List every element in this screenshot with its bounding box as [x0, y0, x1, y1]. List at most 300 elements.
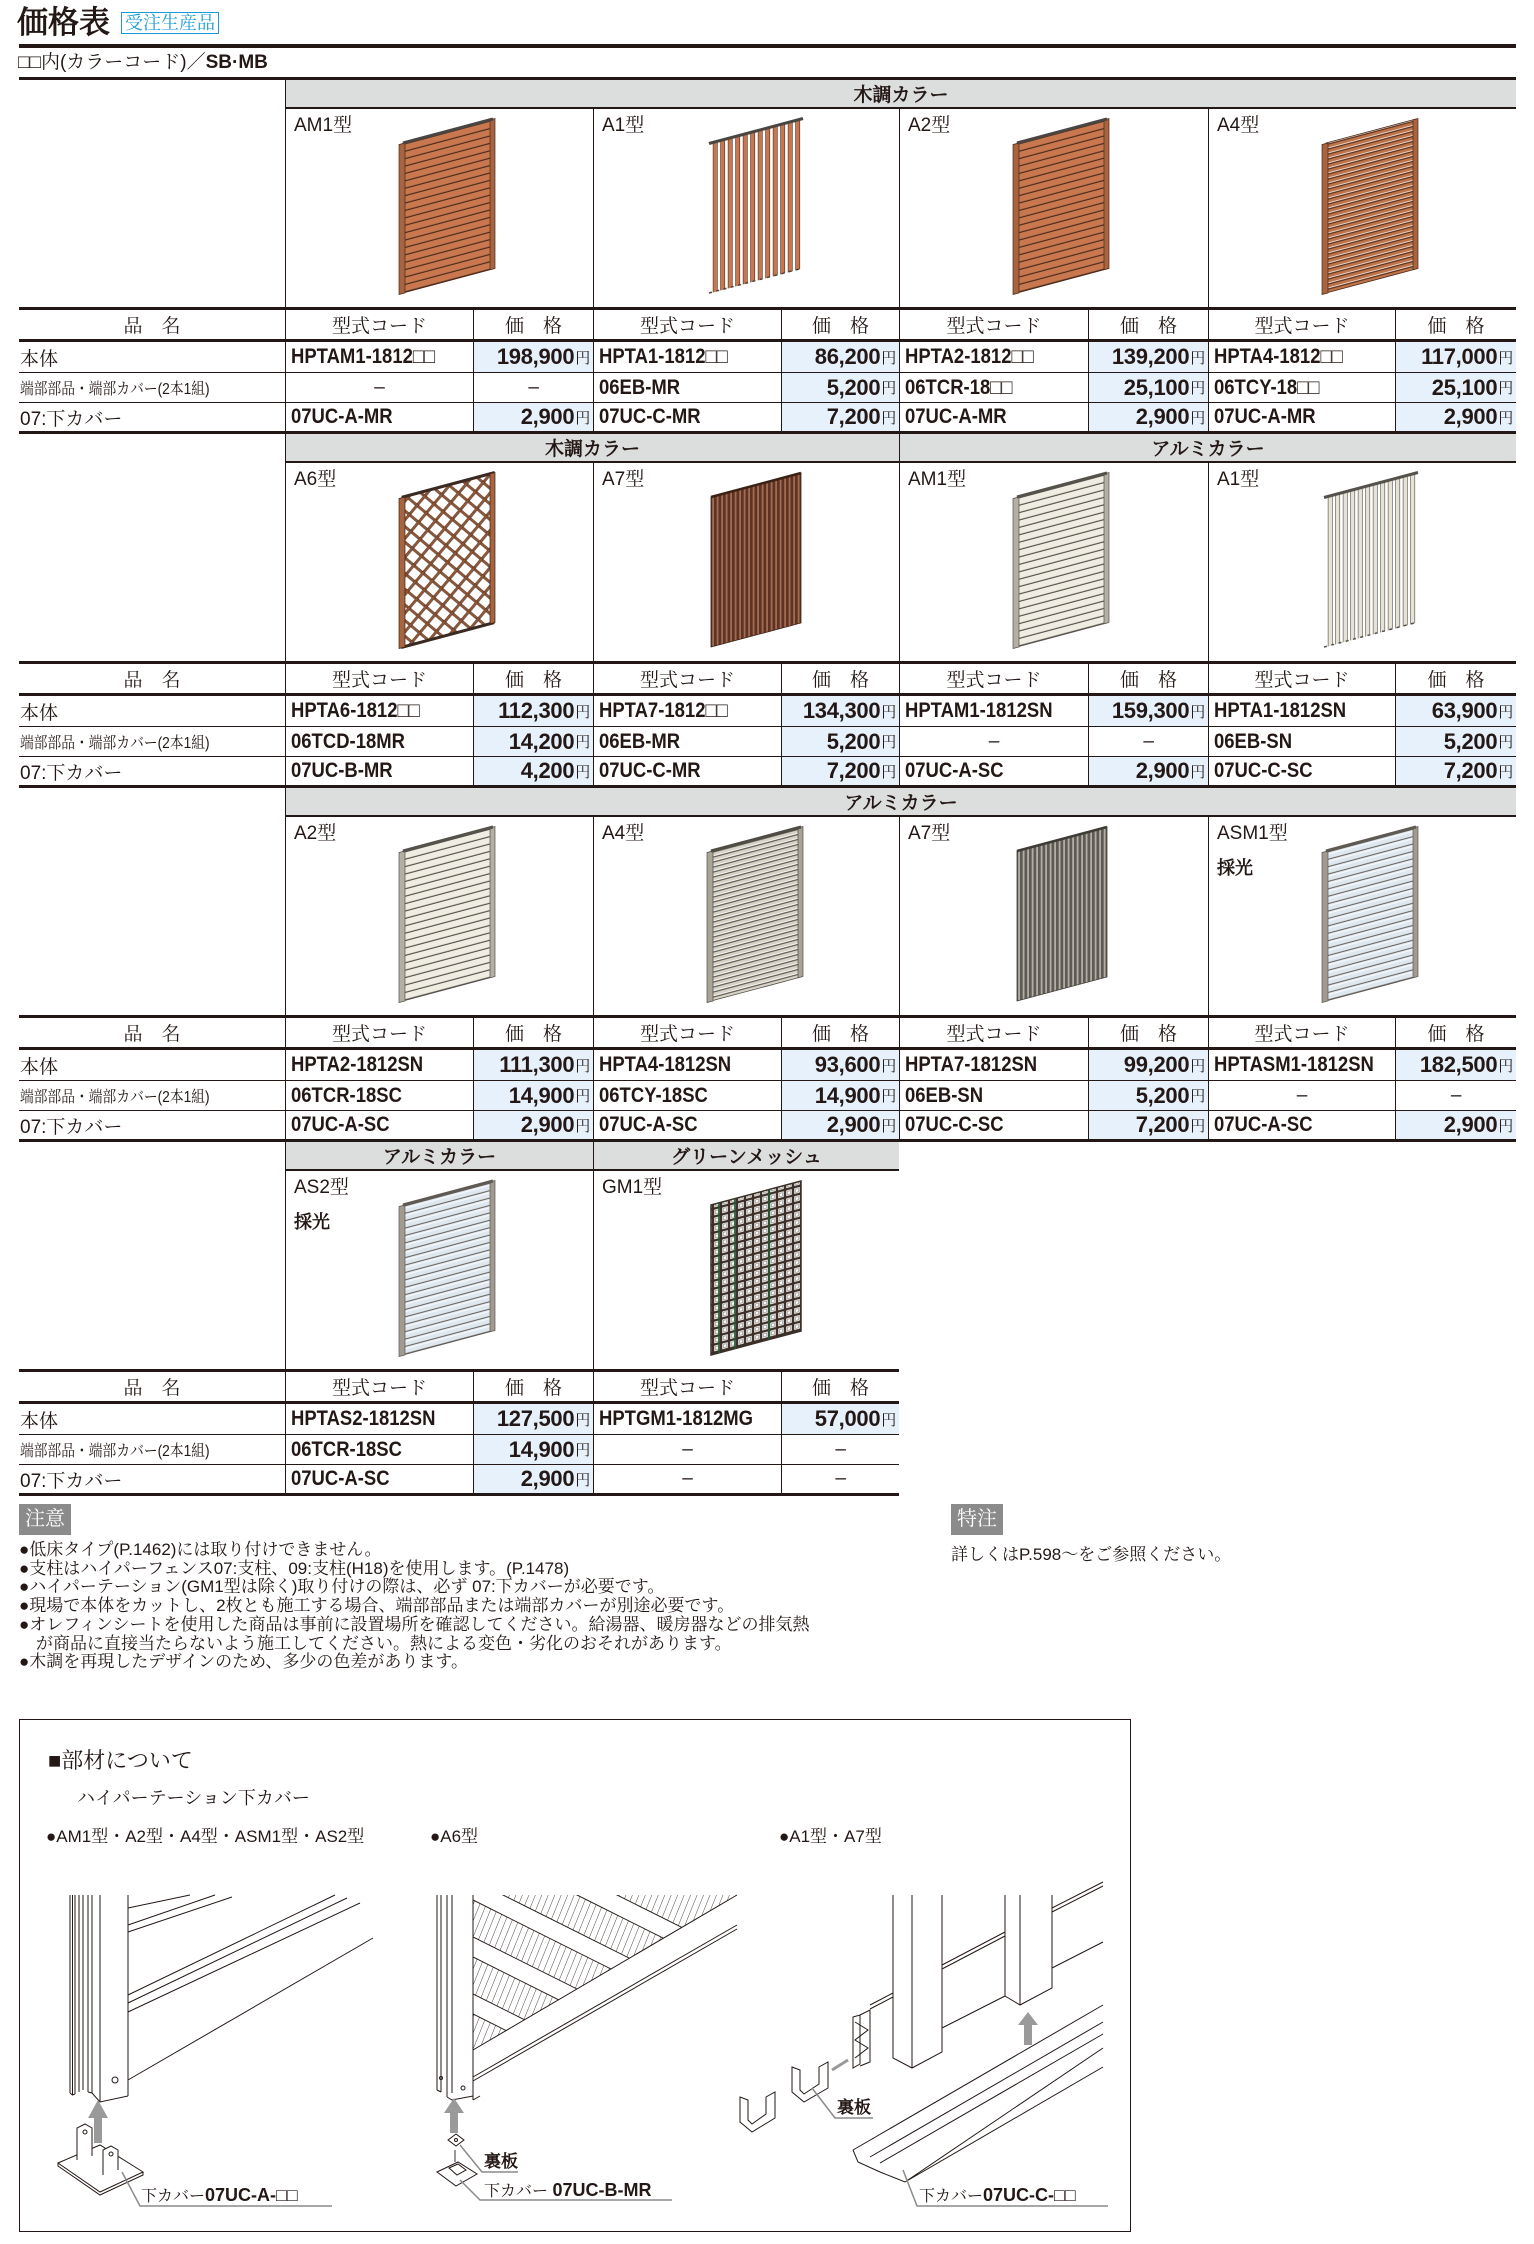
model-code: HPTA1-1812□□	[599, 345, 728, 368]
price-cell	[1088, 757, 1208, 785]
color-code-note	[18, 52, 268, 74]
price-value: 7,200	[826, 404, 881, 429]
fence-panel-dense-louver-icon	[705, 825, 805, 1005]
fence-panel-bars-icon	[705, 117, 805, 297]
model-code: HPTA2-1812□□	[905, 345, 1034, 368]
model-code-cell	[1208, 373, 1395, 403]
yen-unit: 円	[881, 763, 896, 781]
product-image-cell	[1208, 109, 1516, 310]
price-value: 93,600	[814, 1052, 881, 1077]
header-model-code: 型式コード	[899, 1018, 1088, 1050]
product-image-cell	[285, 817, 593, 1018]
note-item: ●木調を再現したデザインのため、多少の色差があります。	[19, 1652, 469, 1672]
row-label-text: 本体	[20, 348, 59, 370]
header-price: 価 格	[1395, 310, 1516, 342]
price-cell	[781, 1081, 899, 1111]
model-code: HPTASM1-1812SN	[1214, 1053, 1374, 1076]
price-value: 111,300	[499, 1052, 575, 1077]
daylighting-label: 採光	[1217, 858, 1253, 878]
price-cell	[1088, 373, 1208, 403]
model-code-cell	[1208, 1050, 1395, 1081]
product-type-label: A7型	[602, 469, 645, 490]
page-title: 価格表	[17, 5, 110, 40]
row-label-body	[19, 1404, 285, 1435]
model-code-cell	[1208, 342, 1395, 373]
color-group-header	[285, 1142, 593, 1171]
price-value: 117,000	[1421, 344, 1498, 369]
price-cell	[473, 342, 593, 373]
model-code-cell	[285, 403, 473, 431]
row-label-text: 端部部品・端部カバー(2本1組)	[20, 1089, 210, 1106]
price-cell	[1395, 342, 1516, 373]
model-code-cell	[1208, 757, 1395, 785]
model-code-cell	[593, 373, 781, 403]
model-code-cell	[285, 342, 473, 373]
price-cell	[1088, 342, 1208, 373]
model-code: 06EB-MR	[599, 729, 681, 753]
fence-panel-translucent-louver-icon	[1320, 825, 1420, 1005]
model-code-cell	[899, 757, 1088, 785]
model-code-cell	[899, 1050, 1088, 1081]
product-type-label: A4型	[602, 823, 645, 844]
product-type-label: ASM1型	[1217, 823, 1288, 844]
model-code: 06TCR-18□□	[905, 375, 1013, 399]
model-code: 06TCY-18SC	[599, 1083, 708, 1107]
color-group-header	[285, 80, 1516, 109]
price-cell	[1395, 1111, 1516, 1139]
yen-unit: 円	[575, 1057, 590, 1075]
model-code: HPTA7-1812SN	[905, 1053, 1038, 1076]
note-item-continuation: が商品に直接当たらないよう施工してください。熱による変色・劣化のおそれがあります。	[36, 1633, 732, 1653]
price-cell	[1088, 727, 1208, 757]
header-model-code: 型式コード	[593, 1018, 781, 1050]
product-image-cell	[593, 463, 899, 664]
model-code-cell	[593, 757, 781, 785]
product-image-cell	[899, 817, 1208, 1018]
price-cell	[473, 373, 593, 403]
fence-panel-bars-icon	[1320, 471, 1420, 651]
section-bottom-rule	[19, 1493, 899, 1496]
fence-panel-lattice-icon	[397, 471, 497, 651]
header-model-code: 型式コード	[285, 664, 473, 696]
model-code-cell	[1208, 403, 1395, 431]
header-model-code: 型式コード	[593, 664, 781, 696]
color-code-prefix: □□内(カラーコード)／	[18, 52, 206, 73]
bottom-cover-b-label	[484, 2179, 651, 2203]
price-value: 2,900	[1443, 1112, 1498, 1137]
price-value: 2,900	[1443, 404, 1498, 429]
row-label-text: 07:下カバー	[20, 408, 123, 430]
header-price: 価 格	[781, 1372, 899, 1404]
product-image-cell	[285, 463, 593, 664]
yen-unit: 円	[1190, 703, 1205, 721]
model-code: –	[374, 376, 385, 398]
price-cell	[473, 696, 593, 727]
yen-unit: 円	[1190, 763, 1205, 781]
blank-cell	[19, 788, 285, 817]
price-value: 139,200	[1111, 344, 1190, 369]
model-code-cell	[899, 727, 1088, 757]
header-price: 価 格	[473, 1018, 593, 1050]
note-item: ●低床タイプ(P.1462)には取り付けできません。	[19, 1540, 382, 1559]
price-value: 2,900	[826, 1112, 881, 1137]
row-label-body	[19, 1050, 285, 1081]
price-value: 14,200	[508, 728, 575, 754]
model-code-cell	[285, 1404, 473, 1435]
row-label-end-parts	[19, 373, 285, 403]
model-code-cell	[593, 696, 781, 727]
model-code: 07UC-A-SC	[291, 1467, 390, 1490]
price-value: 25,100	[1123, 374, 1190, 400]
yen-unit: 円	[1498, 1117, 1513, 1135]
yen-unit: 円	[1190, 380, 1205, 397]
model-code-cell	[285, 1465, 473, 1493]
model-code-cell	[593, 1435, 781, 1465]
model-code: HPTA7-1812□□	[599, 699, 728, 722]
yen-unit: 円	[575, 1117, 590, 1135]
row-label-body	[19, 696, 285, 727]
price-cell	[1395, 757, 1516, 785]
product-image-cell	[899, 109, 1208, 310]
model-code: 07UC-C-SC	[905, 1113, 1004, 1136]
row-label-text: 本体	[20, 1056, 59, 1078]
header-price: 価 格	[1088, 664, 1208, 696]
applicable-models-a: ●AM1型・A2型・A4型・ASM1型・AS2型	[46, 1827, 365, 1846]
model-code-cell	[593, 727, 781, 757]
header-item-name: 品 名	[19, 1372, 285, 1404]
price-value: 86,200	[814, 344, 881, 369]
yen-unit: 円	[1498, 409, 1513, 427]
yen-unit: 円	[575, 763, 590, 781]
model-code-cell	[899, 1081, 1088, 1111]
header-model-code: 型式コード	[593, 310, 781, 342]
model-code: 07UC-A-SC	[291, 1113, 390, 1136]
header-price: 価 格	[473, 1372, 593, 1404]
price-value: 182,500	[1419, 1052, 1498, 1077]
model-code-cell	[1208, 727, 1395, 757]
model-code: –	[682, 1468, 693, 1489]
fence-panel-dense-louver-icon	[1320, 117, 1420, 297]
model-code-cell	[593, 342, 781, 373]
yen-unit: 円	[575, 1471, 590, 1489]
model-code-cell	[593, 1465, 781, 1493]
row-label-bottom-cover	[19, 403, 285, 431]
price-cell	[1088, 696, 1208, 727]
price-cell	[781, 403, 899, 431]
price-value: 198,900	[496, 344, 575, 369]
row-label-text: 端部部品・端部カバー(2本1組)	[20, 1443, 210, 1460]
yen-unit: 円	[575, 409, 590, 427]
fence-panel-green-mesh-icon	[705, 1179, 805, 1359]
special-order-text: 詳しくはP.598～をご参照ください。	[951, 1545, 1232, 1564]
row-label-text: 端部部品・端部カバー(2本1組)	[20, 381, 210, 398]
price-table-grid	[19, 434, 1516, 785]
product-type-label: A7型	[908, 823, 951, 844]
model-code: HPTAM1-1812□□	[291, 345, 436, 368]
header-model-code: 型式コード	[899, 310, 1088, 342]
yen-unit: 円	[1498, 380, 1513, 397]
yen-unit: 円	[881, 734, 896, 751]
price-value: 14,900	[814, 1082, 881, 1108]
price-value: 5,200	[1135, 1082, 1190, 1108]
header-price: 価 格	[1088, 1018, 1208, 1050]
product-image-cell	[593, 817, 899, 1018]
price-cell	[781, 727, 899, 757]
model-code-cell	[1208, 696, 1395, 727]
blank-cell	[19, 817, 285, 1018]
color-group-label: アルミカラー	[1151, 439, 1265, 460]
model-code-cell	[285, 757, 473, 785]
product-image-cell	[285, 109, 593, 310]
model-code-cell	[285, 373, 473, 403]
fence-panel-louver-icon	[1011, 117, 1111, 297]
price-table-grid	[19, 1142, 899, 1493]
price-value: –	[835, 1438, 846, 1460]
made-to-order-badge: 受注生産品	[121, 12, 219, 34]
price-value: 5,200	[826, 728, 881, 754]
price-value: 2,900	[520, 1112, 575, 1137]
note-item: ●現場で本体をカットし、2枚とも施工する場合、端部部品または端部カバーが別途必要です。	[19, 1596, 735, 1616]
price-table-grid	[19, 788, 1516, 1139]
header-item-name: 品 名	[19, 1018, 285, 1050]
price-cell	[473, 1404, 593, 1435]
price-cell	[781, 373, 899, 403]
header-price: 価 格	[1088, 310, 1208, 342]
model-code: HPTA6-1812□□	[291, 699, 420, 722]
price-value: –	[1450, 1084, 1462, 1106]
model-code: 06TCR-18SC	[291, 1437, 402, 1461]
daylighting-label: 採光	[294, 1212, 330, 1232]
price-value: 7,200	[1443, 758, 1498, 783]
model-code-cell	[1208, 1081, 1395, 1111]
model-code: 06EB-MR	[599, 375, 681, 399]
price-cell	[1088, 403, 1208, 431]
yen-unit: 円	[1190, 1088, 1205, 1105]
bottom-cover-a-diagram	[58, 1895, 373, 2206]
row-label-text: 07:下カバー	[20, 1470, 123, 1492]
row-label-bottom-cover	[19, 757, 285, 785]
product-type-label: A2型	[294, 823, 337, 844]
yen-unit: 円	[1498, 763, 1513, 781]
model-code-cell	[593, 1404, 781, 1435]
header-price: 価 格	[1395, 664, 1516, 696]
row-label-text: 本体	[20, 1410, 59, 1432]
row-label-text: 本体	[20, 702, 59, 724]
price-cell	[473, 403, 593, 431]
color-group-label: グリーンメッシュ	[671, 1147, 822, 1168]
model-code: 07UC-C-SC	[1214, 759, 1313, 782]
model-code: 07UC-A-SC	[905, 759, 1004, 782]
bottom-cover-b-diagram	[437, 1823, 737, 2200]
row-label-text: 07:下カバー	[20, 1116, 123, 1138]
model-code: HPTA4-1812□□	[1214, 345, 1343, 368]
product-type-label: A1型	[602, 115, 645, 136]
header-item-name: 品 名	[19, 664, 285, 696]
model-code-cell	[899, 373, 1088, 403]
product-type-label: A2型	[908, 115, 951, 136]
caution-notes	[19, 1541, 809, 1672]
color-group-header	[285, 788, 1516, 817]
price-value: 2,900	[1135, 404, 1190, 429]
applicable-models-c: ●A1型・A7型	[779, 1827, 882, 1846]
blank-cell	[19, 1171, 285, 1372]
price-value: 7,200	[1135, 1112, 1190, 1137]
yen-unit: 円	[575, 1088, 590, 1105]
model-code-cell	[593, 1050, 781, 1081]
fence-panel-louver-icon	[1011, 471, 1111, 651]
header-model-code: 型式コード	[285, 310, 473, 342]
caution-badge: 注意	[19, 1504, 71, 1535]
title-rule	[19, 44, 1516, 48]
model-code: 06TCD-18MR	[291, 729, 405, 753]
applicable-models-b: ●A6型	[430, 1827, 479, 1846]
color-group-header	[285, 434, 899, 463]
product-type-label: GM1型	[602, 1177, 663, 1198]
yen-unit: 円	[1498, 1057, 1513, 1075]
price-value: 99,200	[1123, 1052, 1190, 1077]
row-label-end-parts	[19, 1081, 285, 1111]
model-code-cell	[285, 1111, 473, 1139]
blank-cell	[19, 80, 285, 109]
price-cell	[1088, 1111, 1208, 1139]
part-code: 07UC-B-MR	[552, 2180, 652, 2200]
product-type-label: A6型	[294, 469, 337, 490]
yen-unit: 円	[881, 409, 896, 427]
price-cell	[781, 1435, 899, 1465]
yen-unit: 円	[1498, 734, 1513, 751]
header-price: 価 格	[781, 664, 899, 696]
model-code: 07UC-A-SC	[599, 1113, 698, 1136]
yen-unit: 円	[575, 1411, 590, 1429]
header-model-code: 型式コード	[899, 664, 1088, 696]
price-table-grid	[19, 80, 1516, 431]
model-code-cell	[593, 1081, 781, 1111]
yen-unit: 円	[881, 1088, 896, 1105]
color-group-header	[899, 434, 1516, 463]
header-model-code: 型式コード	[1208, 1018, 1395, 1050]
color-group-header	[593, 1142, 899, 1171]
price-value: 2,900	[520, 1466, 575, 1491]
header-price: 価 格	[473, 310, 593, 342]
header-model-code: 型式コード	[593, 1372, 781, 1404]
part-code: 07UC-A-□□	[205, 2185, 298, 2205]
price-value: 14,900	[508, 1082, 575, 1108]
header-price: 価 格	[1395, 1018, 1516, 1050]
price-value: 2,900	[520, 404, 575, 429]
yen-unit: 円	[881, 1411, 896, 1429]
model-code: 07UC-C-MR	[599, 405, 701, 428]
model-code: 07UC-A-MR	[1214, 405, 1316, 428]
part-label-prefix: 下カバー	[919, 2188, 984, 2205]
yen-unit: 円	[1498, 349, 1513, 367]
model-code-cell	[1208, 1111, 1395, 1139]
product-image-cell	[285, 1171, 593, 1372]
fence-panel-louver-icon	[397, 117, 497, 297]
price-value: 7,200	[826, 758, 881, 783]
product-image-cell	[593, 1171, 899, 1372]
model-code: HPTA2-1812SN	[291, 1053, 424, 1076]
price-cell	[1395, 403, 1516, 431]
price-cell	[1395, 373, 1516, 403]
price-cell	[781, 1404, 899, 1435]
product-type-label: A1型	[1217, 469, 1260, 490]
special-order-badge: 特注	[951, 1504, 1003, 1535]
model-code-cell	[899, 342, 1088, 373]
model-code-cell	[899, 1111, 1088, 1139]
fence-panel-translucent-louver-icon	[397, 1179, 497, 1359]
price-cell	[1395, 696, 1516, 727]
model-code: 07UC-A-SC	[1214, 1113, 1313, 1136]
product-type-label: AS2型	[294, 1177, 349, 1198]
blank-cell	[19, 109, 285, 310]
price-value: 5,200	[826, 374, 881, 400]
model-code-cell	[285, 1081, 473, 1111]
blank-cell	[19, 1142, 285, 1171]
price-value: 5,200	[1443, 728, 1498, 754]
model-code-cell	[285, 1435, 473, 1465]
row-label-bottom-cover	[19, 1111, 285, 1139]
model-code: 07UC-C-MR	[599, 759, 701, 782]
row-label-text: 端部部品・端部カバー(2本1組)	[20, 735, 210, 752]
product-image-cell	[593, 109, 899, 310]
product-image-cell	[899, 463, 1208, 664]
model-code-cell	[593, 403, 781, 431]
yen-unit: 円	[881, 703, 896, 721]
yen-unit: 円	[575, 1442, 590, 1459]
price-value: 134,300	[802, 698, 881, 723]
price-cell	[1395, 727, 1516, 757]
row-label-text: 07:下カバー	[20, 762, 123, 784]
price-cell	[1088, 1081, 1208, 1111]
yen-unit: 円	[881, 380, 896, 397]
model-code: –	[988, 730, 1000, 752]
yen-unit: 円	[881, 1057, 896, 1075]
price-cell	[473, 1111, 593, 1139]
color-group-label: アルミカラー	[844, 793, 958, 814]
parts-section-title: ■部材について	[48, 1748, 193, 1773]
model-code: HPTAM1-1812SN	[905, 699, 1053, 722]
price-cell	[781, 1050, 899, 1081]
model-code-cell	[899, 403, 1088, 431]
yen-unit: 円	[1498, 703, 1513, 721]
yen-unit: 円	[575, 349, 590, 367]
yen-unit: 円	[575, 703, 590, 721]
yen-unit: 円	[575, 734, 590, 751]
header-model-code: 型式コード	[285, 1018, 473, 1050]
yen-unit: 円	[881, 349, 896, 367]
model-code-cell	[593, 1111, 781, 1139]
model-code: –	[1296, 1084, 1308, 1106]
price-value: 63,900	[1431, 698, 1498, 723]
model-code: 06EB-SN	[1214, 729, 1293, 753]
part-code: 07UC-C-□□	[983, 2185, 1076, 2205]
model-code: HPTGM1-1812MG	[599, 1407, 754, 1430]
model-code: 06TCR-18SC	[291, 1083, 402, 1107]
product-type-label: AM1型	[294, 115, 353, 136]
price-value: 2,900	[1135, 758, 1190, 783]
price-value: –	[528, 376, 539, 398]
price-value: 57,000	[814, 1406, 881, 1431]
header-model-code: 型式コード	[1208, 664, 1395, 696]
part-label-prefix: 下カバー	[484, 2183, 553, 2200]
blank-cell	[19, 434, 285, 463]
note-item: ●支柱はハイパーフェンス07:支柱、09:支柱(H18)を使用します。(P.1478)	[19, 1558, 570, 1578]
back-plate-label-b: 裏板	[484, 2152, 518, 2171]
model-code-cell	[899, 696, 1088, 727]
price-value: 14,900	[508, 1436, 575, 1462]
product-image-cell	[1208, 463, 1516, 664]
parts-subtitle: ハイパーテーション下カバー	[77, 1788, 310, 1808]
